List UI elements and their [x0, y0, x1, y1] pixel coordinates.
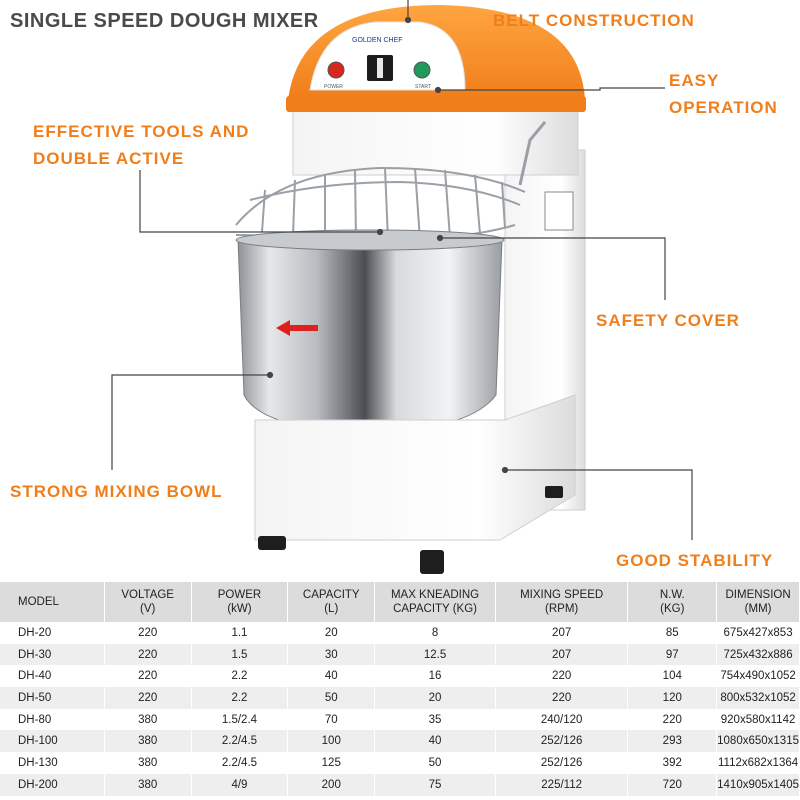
cell-max-kneading: 75: [375, 774, 496, 796]
cell-net-weight: 720: [628, 774, 717, 796]
cell-voltage: 220: [104, 665, 191, 687]
cell-capacity: 40: [288, 665, 375, 687]
cell-model: DH-50: [0, 687, 104, 709]
cell-mixing-speed: 240/120: [495, 709, 628, 731]
cell-mixing-speed: 207: [495, 644, 628, 666]
col-header-mixing-speed: MIXING SPEED (RPM): [495, 582, 628, 622]
page-title: SINGLE SPEED DOUGH MIXER: [10, 10, 319, 32]
cell-max-kneading: 35: [375, 709, 496, 731]
start-button[interactable]: [414, 62, 430, 78]
cell-net-weight: 392: [628, 752, 717, 774]
cell-power: 1.5: [191, 644, 288, 666]
table-row: [0, 709, 800, 731]
cell-model: DH-130: [0, 752, 104, 774]
mixer-base: [255, 395, 575, 574]
cell-power: 1.1: [191, 622, 288, 644]
cell-dimension: 725x432x886: [717, 644, 800, 666]
cell-power: 2.2/4.5: [191, 730, 288, 752]
cell-voltage: 220: [104, 644, 191, 666]
col-header-dimension: DIMENSION (MM): [717, 582, 800, 622]
feature-easy-operation: [669, 67, 778, 121]
cell-model: DH-200: [0, 774, 104, 796]
table-row: [0, 752, 800, 774]
cell-mixing-speed: 225/112: [495, 774, 628, 796]
feature-tools-line2: DOUBLE ACTIVE: [33, 149, 185, 168]
cell-net-weight: 97: [628, 644, 717, 666]
cell-dimension: 754x490x1052: [717, 665, 800, 687]
cell-capacity: 100: [288, 730, 375, 752]
feature-strong-mixing-bowl: STRONG MIXING BOWL: [10, 482, 223, 501]
cell-capacity: 30: [288, 644, 375, 666]
cell-mixing-speed: 220: [495, 665, 628, 687]
table-row: [0, 730, 800, 752]
cell-capacity: 50: [288, 687, 375, 709]
feature-belt-construction: BELT CONSTRUCTION: [493, 11, 695, 30]
feature-safety-cover: SAFETY COVER: [596, 311, 740, 330]
col-header-capacity: CAPACITY (L): [288, 582, 375, 622]
brand-logo: GOLDEN CHEF: [352, 37, 403, 44]
cell-dimension: 1112x682x1364: [717, 752, 800, 774]
cell-power: 2.2: [191, 687, 288, 709]
cell-max-kneading: 12.5: [375, 644, 496, 666]
col-header-max-kneading: MAX KNEADING CAPACITY (KG): [375, 582, 496, 622]
cell-mixing-speed: 207: [495, 622, 628, 644]
cell-model: DH-40: [0, 665, 104, 687]
cell-net-weight: 293: [628, 730, 717, 752]
col-header-model: MODEL: [0, 582, 104, 622]
cell-max-kneading: 8: [375, 622, 496, 644]
col-header-power: POWER (kW): [191, 582, 288, 622]
cell-model: DH-20: [0, 622, 104, 644]
cell-net-weight: 220: [628, 709, 717, 731]
cell-mixing-speed: 252/126: [495, 730, 628, 752]
cell-dimension: 1080x650x1315: [717, 730, 800, 752]
cell-capacity: 125: [288, 752, 375, 774]
cell-power: 4/9: [191, 774, 288, 796]
col-header-net-weight: N.W. (KG): [628, 582, 717, 622]
col-header-voltage: VOLTAGE (V): [104, 582, 191, 622]
table-row: [0, 774, 800, 796]
table-row: [0, 644, 800, 666]
power-label: POWER: [324, 84, 343, 90]
cell-voltage: 220: [104, 687, 191, 709]
feature-good-stability: GOOD STABILITY: [616, 551, 774, 570]
cell-voltage: 220: [104, 622, 191, 644]
cell-max-kneading: 20: [375, 687, 496, 709]
cell-max-kneading: 50: [375, 752, 496, 774]
cell-capacity: 200: [288, 774, 375, 796]
cell-power: 2.2: [191, 665, 288, 687]
cell-capacity: 20: [288, 622, 375, 644]
cell-voltage: 380: [104, 730, 191, 752]
spec-table: [0, 582, 800, 796]
cell-model: DH-100: [0, 730, 104, 752]
mixing-bowl: [236, 230, 504, 432]
cell-max-kneading: 40: [375, 730, 496, 752]
cell-model: DH-80: [0, 709, 104, 731]
spec-table-header: [0, 582, 800, 622]
cell-voltage: 380: [104, 709, 191, 731]
cell-net-weight: 120: [628, 687, 717, 709]
feature-tools-line1: EFFECTIVE TOOLS AND: [33, 122, 250, 141]
table-row: [0, 622, 800, 644]
start-label: START: [415, 84, 431, 90]
feature-easy-line2: OPERATION: [669, 98, 778, 117]
cell-net-weight: 85: [628, 622, 717, 644]
table-row: [0, 665, 800, 687]
cell-voltage: 380: [104, 752, 191, 774]
cell-voltage: 380: [104, 774, 191, 796]
feature-easy-line1: EASY: [669, 71, 720, 90]
cell-dimension: 1410x905x1405: [717, 774, 800, 796]
spec-plate: [545, 192, 573, 230]
feature-effective-tools: [33, 118, 249, 172]
cell-max-kneading: 16: [375, 665, 496, 687]
cell-dimension: 800x532x1052: [717, 687, 800, 709]
cell-dimension: 675x427x853: [717, 622, 800, 644]
cell-capacity: 70: [288, 709, 375, 731]
cell-model: DH-30: [0, 644, 104, 666]
cell-mixing-speed: 252/126: [495, 752, 628, 774]
cell-mixing-speed: 220: [495, 687, 628, 709]
cell-power: 1.5/2.4: [191, 709, 288, 731]
power-button[interactable]: [328, 62, 344, 78]
table-row: [0, 687, 800, 709]
cell-dimension: 920x580x1142: [717, 709, 800, 731]
cell-net-weight: 104: [628, 665, 717, 687]
cell-power: 2.2/4.5: [191, 752, 288, 774]
